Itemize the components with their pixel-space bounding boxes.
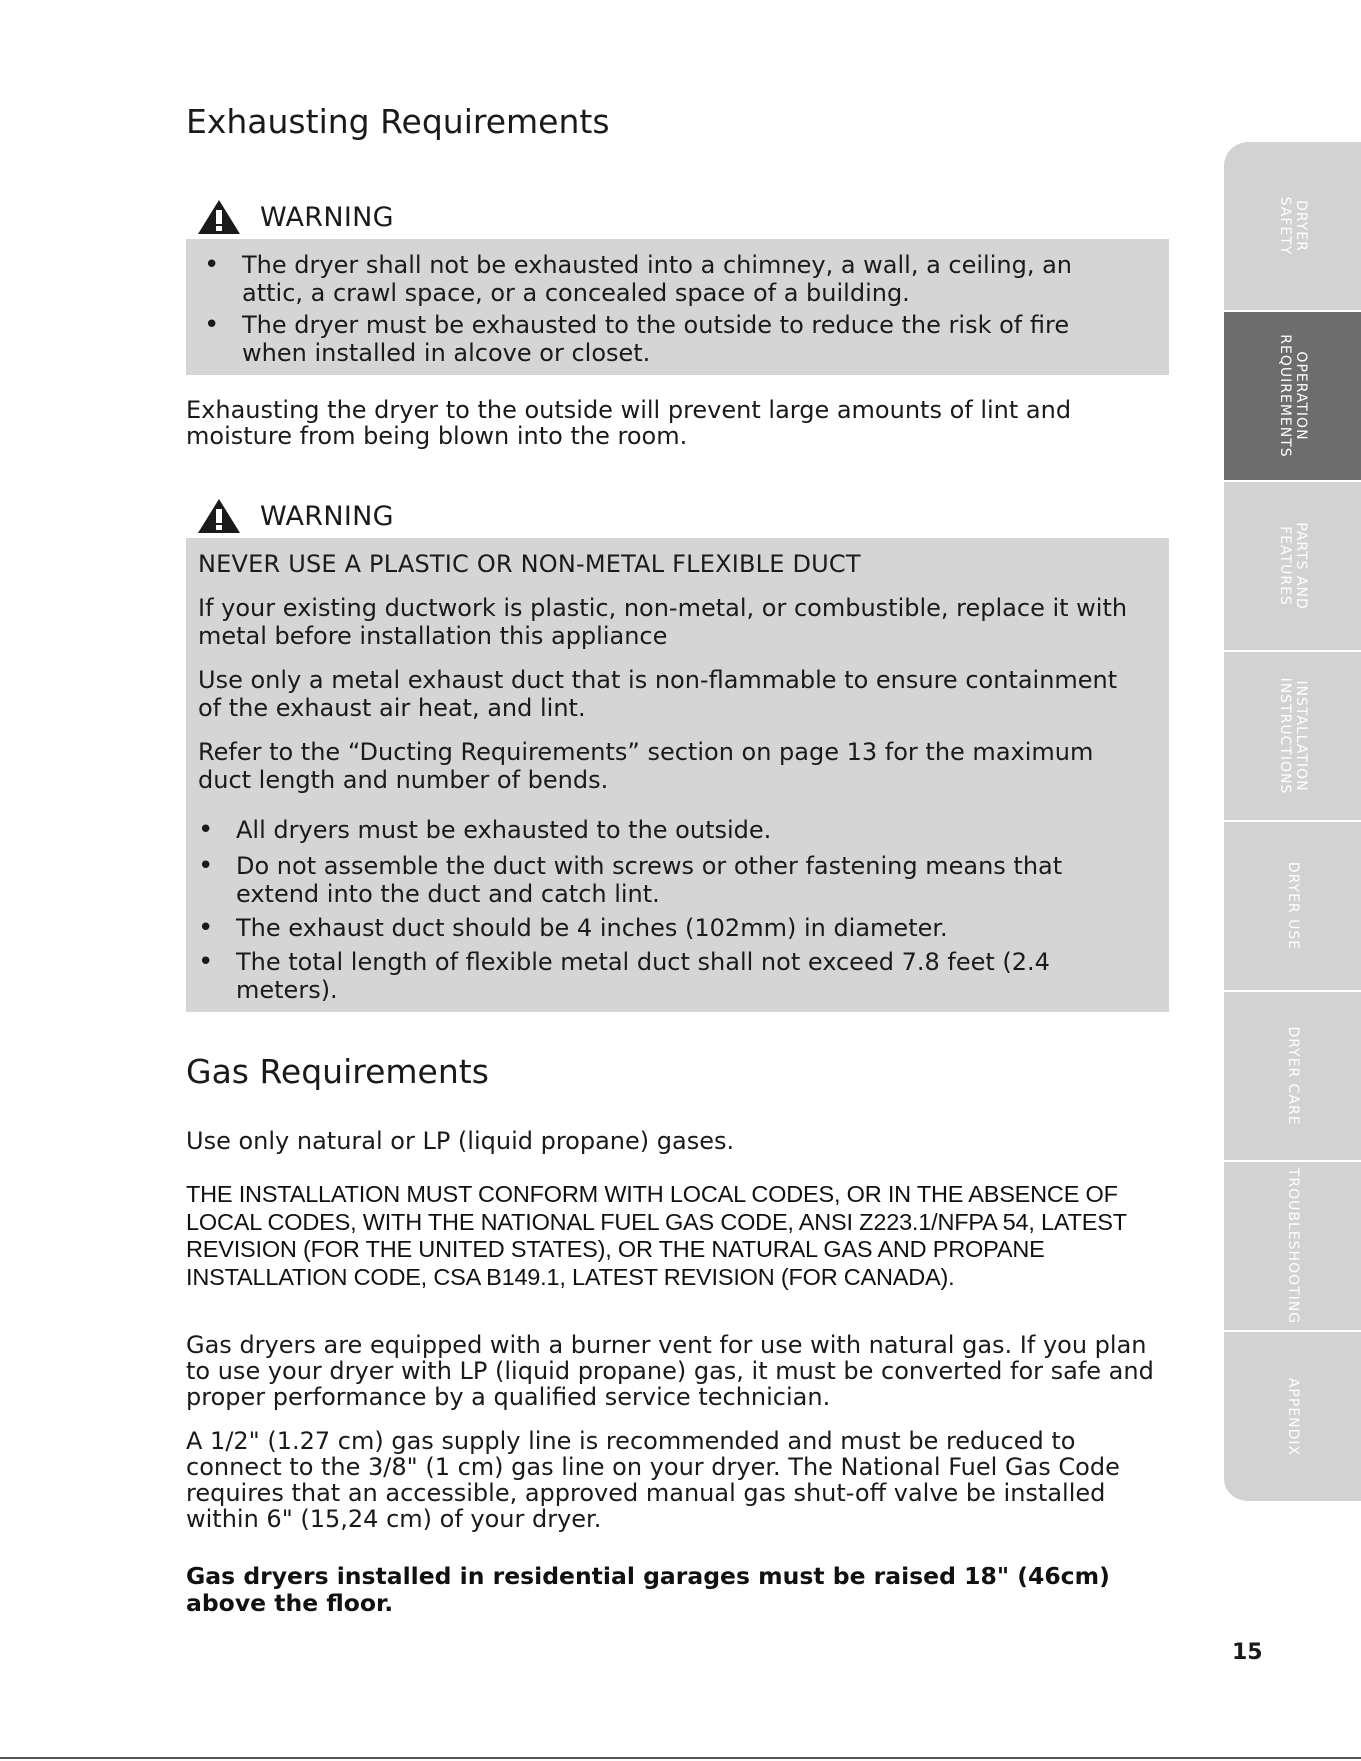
tab-parts-and-features[interactable] [1224,482,1361,652]
tab-dryer-use[interactable] [1224,822,1361,992]
warning-box-2 [186,538,1169,1012]
tab-troubleshooting[interactable] [1224,1162,1361,1332]
tab-label: TROUBLESHOOTING [1284,1167,1301,1325]
warning-triangle-icon [196,198,242,236]
exhausting-heading: Exhausting Requirements [186,102,610,141]
tab-label: DRYER CARE [1284,1026,1301,1126]
tab-label: APPENDIX [1284,1377,1301,1456]
exhausting-intro: Exhausting the dryer to the outside will prevent large amounts of lint and moisture from being blown into the room. [186,396,1072,450]
page-number: 15 [1232,1640,1263,1665]
tab-operation-requirements[interactable] [1224,312,1361,482]
bottom-rule [0,1757,1361,1759]
list-item: • Do not assemble the duct with screws or other fastening means that extend into the duct and catch lint. [198,851,1063,908]
gas-para-3: A 1/2" (1.27 cm) gas supply line is recommended and must be reduced to connect to the 3/8" (1 cm) gas line on your dryer. The National Fuel Gas Code requires that an accessible, approved manual gas shut-off valve be installed within 6" (15,24 cm) of your dryer. [186,1427,1120,1533]
tab-label: PARTS AND FEATURES [1276,522,1309,610]
list-item: • The dryer shall not be exhausted into a chimney, a wall, a ceiling, an attic, a crawl space, or a concealed space of a building. [204,250,1073,307]
tab-label: OPERATION REQUIREMENTS [1276,334,1309,458]
list-item: • The total length of flexible metal duct shall not exceed 7.8 feet (2.4 meters). [198,947,1050,1004]
tab-label: DRYER SAFETY [1276,196,1309,256]
warning-2-list [198,816,1141,1004]
warning-header-1 [196,197,394,237]
warning-title-2: WARNING [260,500,394,532]
tab-installation-instructions[interactable] [1224,652,1361,822]
tab-label: DRYER USE [1284,861,1301,951]
gas-heading: Gas Requirements [186,1052,489,1091]
gas-code-notice: THE INSTALLATION MUST CONFORM WITH LOCAL CODES, OR IN THE ABSENCE OF LOCAL CODES, WITH THE NATIONAL FUEL GAS CODE, ANSI Z223.1/NFPA 54, LATEST REVISION (FOR THE UNITED STATES), OR THE NATURAL GAS AND PROPANE INSTALLATION CODE, CSA B149.1, LATEST REVISION (FOR CANADA). [186,1181,1127,1290]
tab-dryer-safety[interactable] [1224,142,1361,312]
list-item: • All dryers must be exhausted to the outside. [198,815,772,845]
warning-triangle-icon [196,497,242,535]
tab-dryer-care[interactable] [1224,992,1361,1162]
warning-title-1: WARNING [260,201,394,233]
warning-2-headline: NEVER USE A PLASTIC OR NON-METAL FLEXIBLE DUCT [198,550,861,578]
tab-appendix[interactable] [1224,1332,1361,1503]
warning-box-1 [186,239,1169,375]
warning-2-para-2: Use only a metal exhaust duct that is non-flammable to ensure containment of the exhaust air heat, and lint. [198,666,1118,722]
list-item: • The dryer must be exhausted to the outside to reduce the risk of fire when installed in alcove or closet. [204,310,1070,367]
warning-header-2 [196,496,394,536]
list-item: • The exhaust duct should be 4 inches (102mm) in diameter. [198,913,948,943]
gas-garage-warning: Gas dryers installed in residential garages must be raised 18" (46cm) above the floor. [186,1562,1110,1617]
warning-2-para-1: If your existing ductwork is plastic, non-metal, or combustible, replace it with metal before installation this appliance [198,594,1128,650]
gas-para-1: Use only natural or LP (liquid propane) gases. [186,1127,735,1155]
gas-para-2: Gas dryers are equipped with a burner vent for use with natural gas. If you plan to use your dryer with LP (liquid propane) gas, it must be converted for safe and proper performance by a qualified service technician. [186,1331,1154,1411]
tab-label: INSTALLATION INSTRUCTIONS [1276,677,1309,795]
warning-2-para-3: Refer to the “Ducting Requirements” section on page 13 for the maximum duct length and number of bends. [198,738,1094,794]
warning-1-list [204,250,1139,367]
